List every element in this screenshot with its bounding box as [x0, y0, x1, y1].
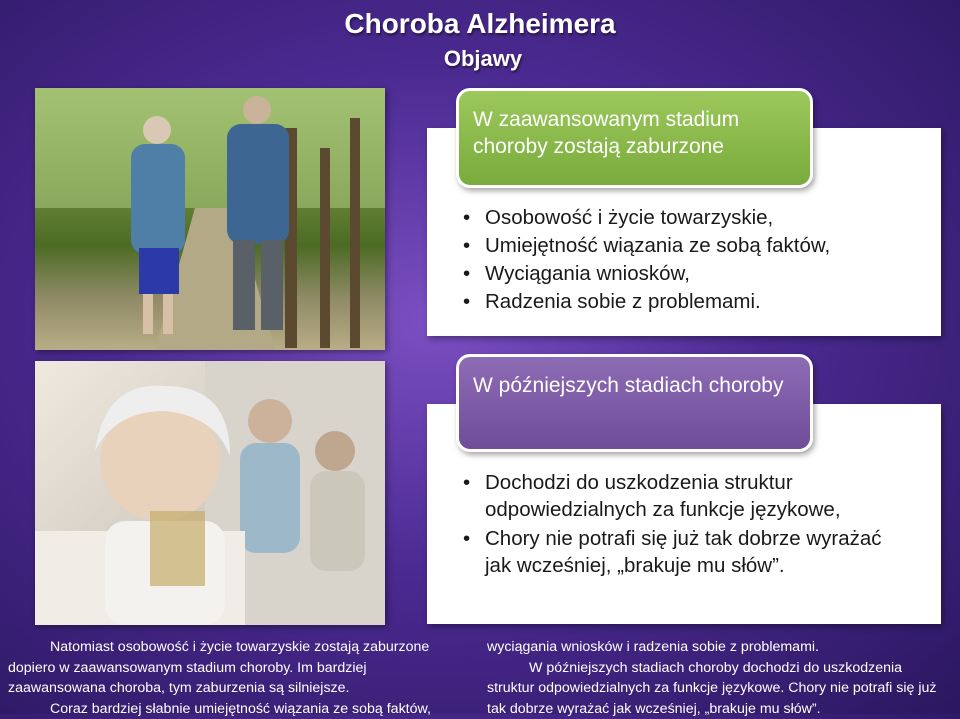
note-line: W późniejszych stadiach choroby dochodzi do uszkodzenia [487, 658, 957, 679]
photo-elderly-couple-walking [35, 88, 385, 350]
list-item: • Osobowość i życie towarzyskie, [463, 204, 933, 232]
photo-elderly-woman-smiling [35, 361, 385, 625]
note-line: dopiero w zaawansowanym stadium choroby. Im bardziej zaawansowana choroba, tym zaburzenia są silniejsze. [8, 660, 367, 697]
header-later-stages: W późniejszych stadiach choroby [456, 354, 813, 452]
list-item: • Radzenia sobie z problemami. [463, 288, 933, 316]
couple-walking-illustration [35, 88, 385, 350]
slide-title: Choroba Alzheimera [0, 8, 960, 40]
list-item: • Wyciągania wniosków, [463, 260, 933, 288]
list-item: • Chory nie potrafi się już tak dobrze wyrażać jak wcześniej, „brakuje mu słów”. [463, 525, 913, 579]
note-line: wyciągania wniosków i radzenia sobie z problemami. [487, 637, 957, 658]
note-line: Natomiast osobowość i życie towarzyskie zostają zaburzone [8, 637, 458, 658]
list-item: • Umiejętność wiązania ze sobą faktów, [463, 232, 933, 260]
list-item: • Dochodzi do uszkodzenia struktur odpowiedzialnych za funkcje językowe, [463, 469, 913, 523]
slide-subtitle: Objawy [0, 46, 960, 72]
speaker-note-right [487, 637, 957, 719]
list-later-stages [463, 469, 913, 581]
note-line: struktur odpowiedzialnych za funkcje językowe. Chory nie potrafi się już tak dobrze wyrażać jak wcześniej, „brakuje mu słów”. [487, 678, 957, 719]
elderly-woman-illustration [35, 361, 385, 625]
list-advanced-stage [463, 204, 933, 316]
header-advanced-stage: W zaawansowanym stadium choroby zostają zaburzone [456, 88, 813, 188]
speaker-note-left [8, 637, 458, 719]
note-line: Coraz bardziej słabnie umiejętność wiązania ze sobą faktów, [8, 699, 458, 719]
